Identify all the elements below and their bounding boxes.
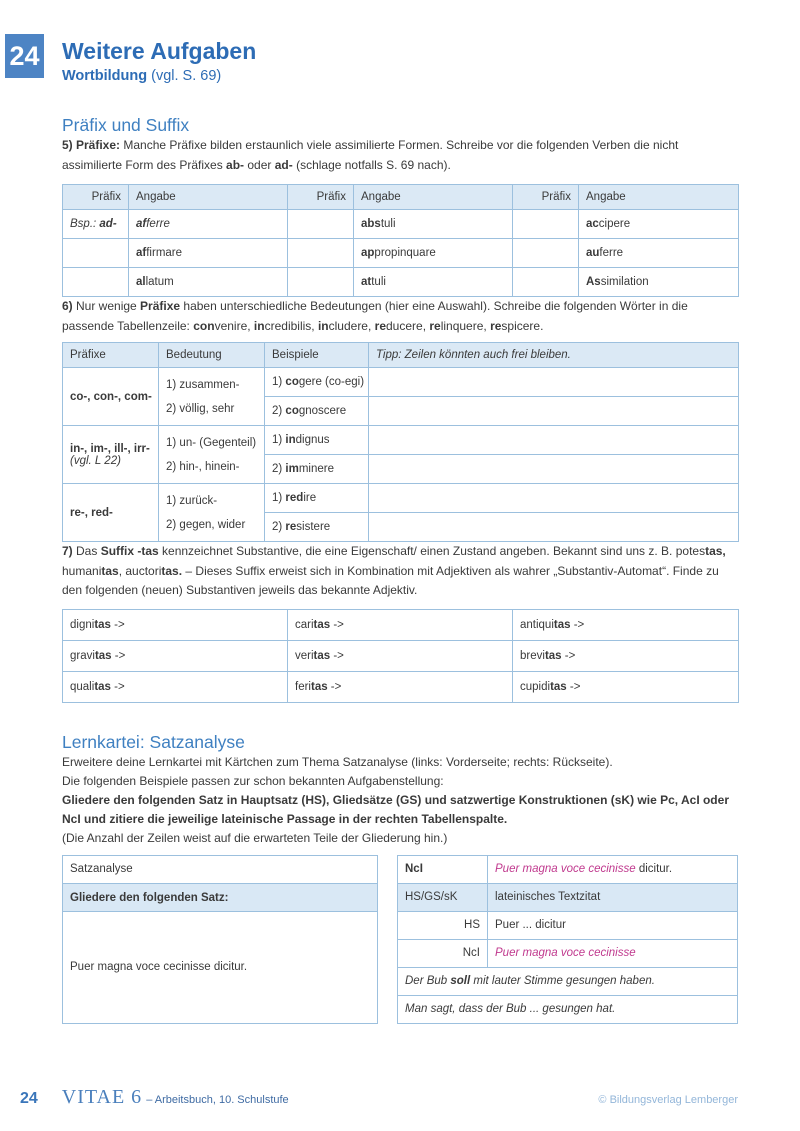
verb-cell: appropinquare — [354, 239, 513, 268]
answer-blank-cell — [288, 210, 354, 239]
table-row — [63, 484, 739, 513]
meaning-line: 1) zusammen- — [166, 378, 240, 391]
table-row — [398, 995, 738, 1023]
answer-blank-cell — [288, 239, 354, 268]
table-row — [398, 939, 738, 967]
verb-cell: affirmare — [129, 239, 288, 268]
answer-blank-cell — [369, 426, 739, 455]
answer-blank-cell — [369, 455, 739, 484]
column-header: Präfixe — [63, 343, 159, 368]
column-header: Angabe — [579, 185, 739, 210]
example-cell: 2) imminere — [265, 455, 369, 484]
table-row — [398, 967, 738, 995]
answer-blank-cell — [63, 268, 129, 297]
card-gap — [378, 855, 397, 1024]
footer-page-number: 24 — [20, 1090, 38, 1107]
column-header: Angabe — [129, 185, 288, 210]
column-header: Präfix — [63, 185, 129, 210]
meaning-cell — [159, 368, 265, 426]
answer-blank-cell — [288, 268, 354, 297]
construction-label-cell: HS — [398, 911, 488, 939]
table-row — [398, 855, 738, 883]
noun-cell: brevitas -> — [513, 640, 739, 671]
prefix-cell: re-, red- — [63, 484, 159, 542]
section-heading-praefix-suffix: Präfix und Suffix — [62, 115, 190, 135]
table-row — [63, 609, 739, 640]
answer-blank-cell — [369, 513, 739, 542]
answer-blank-cell — [369, 368, 739, 397]
latin-quote-cell: Puer magna voce cecinisse dicitur. — [488, 855, 738, 883]
noun-cell: cupiditas -> — [513, 671, 739, 702]
table-row — [63, 912, 378, 1023]
tas-suffix-table — [62, 609, 739, 703]
meaning-line: 1) zurück- — [166, 494, 218, 507]
construction-label-cell: HS/GS/sK — [398, 883, 488, 911]
prefix-meanings-table — [62, 342, 739, 542]
table-row — [63, 268, 739, 297]
verb-cell: Assimilation — [579, 268, 739, 297]
verb-cell: afferre — [129, 210, 288, 239]
table-row — [63, 671, 739, 702]
page-footer — [0, 1086, 800, 1109]
example-cell: 1) indignus — [265, 426, 369, 455]
column-header: Präfix — [288, 185, 354, 210]
construction-label-cell: NcI — [398, 939, 488, 967]
table-row — [63, 640, 739, 671]
exercise-5-intro: 5) Präfixe: Manche Präfixe bilden erstaunlich viele assimilierte Formen. Schreibe vor die folgenden Verben die nicht assimilierte Form des Präfixes ab- oder ad- (schlage notfalls S. 69 nach). — [62, 138, 679, 172]
example-cell: 1) redire — [265, 484, 369, 513]
latin-quote-cell: Puer magna voce cecinisse — [488, 939, 738, 967]
meaning-line: 2) gegen, wider — [166, 518, 246, 531]
noun-cell: feritas -> — [288, 671, 513, 702]
meaning-cell — [159, 426, 265, 484]
noun-cell: antiquitas -> — [513, 609, 739, 640]
latin-quote-cell: lateinisches Textzitat — [488, 883, 738, 911]
verb-cell: auferre — [579, 239, 739, 268]
table-row — [63, 210, 739, 239]
page-title: Weitere Aufgaben — [62, 38, 257, 64]
table-row — [63, 239, 739, 268]
german-translation-cell: Der Bub soll mit lauter Stimme gesungen haben. — [398, 967, 738, 995]
lernkartei-task-bold: Gliedere den folgenden Satz in Hauptsatz (HS), Gliedsätze (GS) und satzwertige Konstruktionen (sK) wie Pc, AcI oder NcI und zitiere die jeweilige lateinische Passage in der rechten Tabellenspalte. — [62, 792, 729, 826]
noun-cell: qualitas -> — [63, 671, 288, 702]
verb-cell: allatum — [129, 268, 288, 297]
table-row — [63, 368, 739, 397]
noun-cell: dignitas -> — [63, 609, 288, 640]
example-cell: 2) cognoscere — [265, 397, 369, 426]
exercise-7-intro: 7) Das Suffix -tas kennzeichnet Substantive, die eine Eigenschaft/ einen Zustand angeben. Bekannt sind uns z. B. potestas, humanitas, auctoritas. – Dieses Suffix erweist sich in Kombination mit Adjektiven als wahrer „Substantiv-Automat“. Finde zu den folgenden (neuen) Substantiven jeweils das bekannte Adjektiv. — [62, 544, 726, 597]
column-header-tip: Tipp: Zeilen könnten auch frei bleiben. — [369, 343, 739, 368]
latin-quote-cell: Puer ... dicitur — [488, 911, 738, 939]
column-header: Beispiele — [265, 343, 369, 368]
column-header: Bedeutung — [159, 343, 265, 368]
noun-cell: veritas -> — [288, 640, 513, 671]
column-header: Präfix — [513, 185, 579, 210]
table-header-row — [63, 343, 739, 368]
table-row — [63, 883, 378, 911]
table-row — [398, 883, 738, 911]
section-heading-lernkartei: Lernkartei: Satzanalyse — [62, 731, 245, 752]
prefix-assimilation-table — [62, 184, 739, 297]
noun-cell: gravitas -> — [63, 640, 288, 671]
card-front-table — [62, 855, 378, 1024]
verb-cell: abstuli — [354, 210, 513, 239]
answer-blank-cell — [513, 239, 579, 268]
construction-label-cell: NcI — [398, 855, 488, 883]
lernkartei-line-2: Die folgenden Beispiele passen zur schon bekannten Aufgabenstellung: — [62, 773, 444, 788]
example-cell: 2) resistere — [265, 513, 369, 542]
answer-blank-cell — [513, 210, 579, 239]
prefix-example-cell: Bsp.: ad- — [63, 210, 129, 239]
table-header-row — [63, 185, 739, 210]
page-subtitle: Wortbildung (vgl. S. 69) — [62, 68, 222, 84]
latin-sentence-cell: Puer magna voce cecinisse dicitur. — [63, 912, 378, 1023]
verb-cell: accipere — [579, 210, 739, 239]
lernkartei-paragraph — [62, 753, 738, 848]
chapter-number-badge: 24 — [5, 34, 44, 78]
meaning-line: 1) un- (Gegenteil) — [166, 436, 257, 449]
table-row — [63, 426, 739, 455]
lernkartei-line-4: (Die Anzahl der Zeilen weist auf die erwarteten Teile der Gliederung hin.) — [62, 830, 448, 845]
card-back-table — [397, 855, 738, 1024]
meaning-line: 2) hin-, hinein- — [166, 460, 240, 473]
prefix-cell: in-, im-, ill-, irr- (vgl. L 22) — [63, 426, 159, 484]
footer-copyright: © Bildungsverlag Lemberger — [598, 1094, 738, 1106]
answer-blank-cell — [513, 268, 579, 297]
answer-blank-cell — [63, 239, 129, 268]
lernkartei-line-1: Erweitere deine Lernkartei mit Kärtchen zum Thema Satzanalyse (links: Vorderseite; rechts: Rückseite). — [62, 754, 613, 769]
card-title-cell: Satzanalyse — [63, 855, 378, 883]
lernkartei-cards — [62, 855, 738, 1024]
answer-blank-cell — [369, 397, 739, 426]
meaning-cell — [159, 484, 265, 542]
column-header: Angabe — [354, 185, 513, 210]
table-row — [398, 911, 738, 939]
german-translation-cell: Man sagt, dass der Bub ... gesungen hat. — [398, 995, 738, 1023]
footer-brand: VITAE 6 — [61, 1086, 143, 1108]
prefix-cell: co-, con-, com- — [63, 368, 159, 426]
noun-cell: caritas -> — [288, 609, 513, 640]
table-row — [63, 855, 378, 883]
verb-cell: attuli — [354, 268, 513, 297]
card-task-cell: Gliedere den folgenden Satz: — [63, 883, 378, 911]
example-cell: 1) cogere (co-egi) — [265, 368, 369, 397]
answer-blank-cell — [369, 484, 739, 513]
exercise-6-intro: 6) Nur wenige Präfixe haben unterschiedliche Bedeutungen (hier eine Auswahl). Schreibe die folgenden Wörter in die passende Tabellenzeile: convenire, incredibilis, includere, reducere, relinquere, respicere. — [62, 299, 688, 333]
footer-brand-suffix: – Arbeitsbuch, 10. Schulstufe — [146, 1094, 289, 1106]
meaning-line: 2) völlig, sehr — [166, 402, 235, 415]
